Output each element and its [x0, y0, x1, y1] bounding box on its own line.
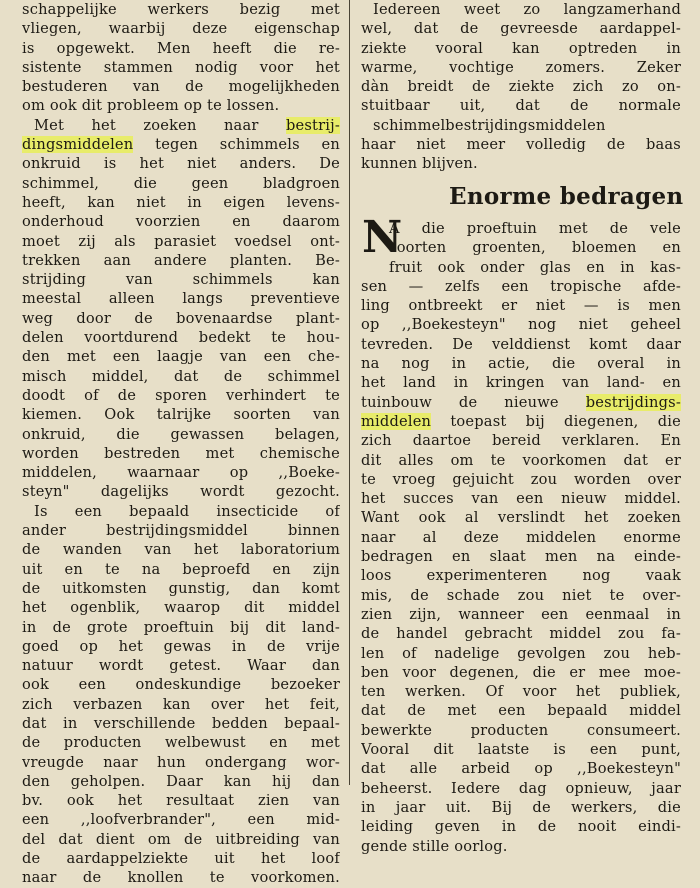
- text-run: op ,,Boekesteyn" nog niet geheel: [361, 316, 681, 334]
- text-run: stuitbaar uit, dat de normale: [361, 97, 681, 115]
- text-run: Want ook al verslindt het zoeken: [361, 509, 681, 527]
- text-run: toepast bij diegenen, die: [431, 412, 681, 430]
- text-run: kunnen blijven.: [361, 155, 478, 173]
- text-run: ling ontbreekt er niet — is men: [361, 297, 681, 315]
- text-run: het land in kringen van land- en: [361, 374, 681, 392]
- text-run: het ogenblik, waarop dit middel: [22, 599, 340, 617]
- text-line: [361, 682, 681, 701]
- text-line: [22, 39, 340, 58]
- text-line: [22, 328, 340, 347]
- text-line: [22, 270, 340, 289]
- text-line: [361, 219, 681, 238]
- text-line: [22, 502, 340, 521]
- text-line: [22, 753, 340, 772]
- text-run: gende stille oorlog.: [361, 837, 508, 855]
- text-run: schimmelbestrijdingsmiddelen: [373, 116, 606, 134]
- text-line: [361, 258, 681, 277]
- highlighted-term: dingsmiddelen: [22, 136, 134, 154]
- text-run: loos experimenteren nog vaak: [361, 567, 681, 585]
- text-line: [361, 39, 681, 58]
- text-run: uit en te na beproefd en zijn: [22, 560, 340, 578]
- text-line: [22, 232, 340, 251]
- text-line: [361, 315, 681, 334]
- text-run: trekken aan andere planten. Be-: [22, 251, 340, 269]
- text-line: [361, 721, 681, 740]
- text-run: moet zij als parasiet voedsel ont-: [22, 232, 340, 250]
- text-run: heeft, kan niet in eigen levens-: [22, 193, 340, 211]
- text-line: [361, 701, 681, 720]
- text-line: [361, 412, 681, 431]
- text-run: dat de met een bepaald middel: [361, 702, 681, 720]
- text-run: den geholpen. Daar kan hij dan: [22, 772, 340, 790]
- text-run: de aardappelziekte uit het loof: [22, 850, 340, 868]
- text-run: na nog in actie, die overal in: [361, 355, 681, 373]
- text-line: [22, 19, 340, 38]
- text-run: ziekte vooral kan optreden in: [361, 39, 681, 57]
- text-line: [22, 405, 340, 424]
- text-run: onkruid, die gewassen belagen,: [22, 425, 340, 443]
- text-run: dit alles om te voorkomen dat er: [361, 451, 681, 469]
- text-line: [361, 116, 681, 135]
- right-column-section-body: [361, 219, 681, 856]
- text-run: natuur wordt getest. Waar dan: [22, 657, 340, 675]
- text-run: ben voor degenen, die er mee moe-: [361, 663, 681, 681]
- text-line: [22, 656, 340, 675]
- text-run: ander bestrijdingsmiddel binnen: [22, 522, 340, 540]
- text-line: [22, 289, 340, 308]
- text-run: te vroeg gejuicht zou worden over: [361, 470, 681, 488]
- text-run: zich verbazen kan over het feit,: [22, 695, 340, 713]
- text-run: leiding geven in de nooit eindi-: [361, 818, 681, 836]
- text-run: Iedereen weet zo langzamerhand: [373, 1, 681, 18]
- highlighted-term: bestrij-: [285, 116, 340, 134]
- left-column: [22, 0, 340, 888]
- text-line: [22, 154, 340, 173]
- text-line: [361, 135, 681, 154]
- text-run: vreugde naar hun ondergang wor-: [22, 753, 340, 771]
- text-line: [361, 77, 681, 96]
- text-line: [361, 19, 681, 38]
- text-line: [361, 798, 681, 817]
- text-run: soorten groenten, bloemen en: [389, 239, 681, 257]
- text-line: [361, 335, 681, 354]
- text-run: dàn breidt de ziekte zich zo on-: [361, 78, 681, 96]
- text-line: [22, 849, 340, 868]
- text-run: dat in verschillende bedden bepaal-: [22, 714, 340, 732]
- text-run: ook een ondeskundige bezoeker: [22, 676, 340, 694]
- text-run: del dat dient om de uitbreiding van: [22, 830, 340, 848]
- text-line: [22, 714, 340, 733]
- text-run: zien zijn, wanneer een eenmaal in: [361, 605, 681, 623]
- text-run: bedragen en slaat men na einde-: [361, 548, 681, 566]
- text-run: bv. ook het resultaat zien van: [22, 792, 340, 810]
- text-line: [22, 733, 340, 752]
- text-run: de handel gebracht middel zou fa-: [361, 625, 681, 643]
- text-run: in jaar uit. Bij de werkers, die: [361, 798, 681, 816]
- text-line: [361, 508, 681, 527]
- text-run: ten werken. Of voor het publiek,: [361, 683, 681, 701]
- text-line: [22, 309, 340, 328]
- text-line: [22, 695, 340, 714]
- text-run: goed op het gewas in de vrije: [22, 637, 340, 655]
- text-run: Met het zoeken naar: [34, 116, 286, 134]
- text-line: [361, 817, 681, 836]
- text-run: meestal alleen langs preventieve: [22, 290, 340, 308]
- text-run: het succes van een nieuw middel.: [361, 490, 681, 508]
- text-line: [22, 77, 340, 96]
- text-line: [361, 624, 681, 643]
- text-line: [361, 451, 681, 470]
- text-run: zich daartoe bereid verklaren. En: [361, 432, 681, 450]
- text-run: Vooral dit laatste is een punt,: [361, 741, 681, 759]
- text-run: beheerst. Iedere dag opnieuw, jaar: [361, 779, 681, 797]
- text-line: [22, 618, 340, 637]
- text-line: [22, 540, 340, 559]
- text-line: [22, 637, 340, 656]
- text-line: [22, 193, 340, 212]
- text-line: [22, 96, 340, 115]
- text-line: [361, 837, 681, 856]
- text-line: [22, 347, 340, 366]
- text-run: steyn" dagelijks wordt gezocht.: [22, 483, 340, 501]
- drop-cap: N: [362, 212, 403, 263]
- text-run: den met een laagje van een che-: [22, 348, 340, 366]
- text-line: [361, 373, 681, 392]
- text-run: naar de knollen te voorkomen.: [22, 869, 340, 887]
- text-run: tegen schimmels en: [133, 136, 340, 154]
- text-run: bestuderen van de mogelijkheden: [22, 78, 340, 96]
- text-run: vliegen, waarbij deze eigenschap: [22, 20, 340, 38]
- text-line: [361, 759, 681, 778]
- right-column-top-paragraph: [361, 0, 681, 174]
- text-run: onderhoud voorzien en daarom: [22, 213, 340, 231]
- text-line: [361, 96, 681, 115]
- text-run: onkruid is het niet anders. De: [22, 155, 340, 173]
- text-run: wel, dat de gevreesde aardappel-: [361, 20, 681, 38]
- text-line: [22, 425, 340, 444]
- text-line: [22, 482, 340, 501]
- text-line: [22, 560, 340, 579]
- text-run: A die proeftuin met de vele: [389, 220, 681, 237]
- text-run: de uitkomsten gunstig, dan komt: [22, 579, 340, 597]
- text-line: [22, 675, 340, 694]
- text-run: om ook dit probleem op te lossen.: [22, 97, 280, 115]
- text-line: [22, 367, 340, 386]
- text-run: sistente stammen nodig voor het: [22, 58, 340, 76]
- text-run: strijding van schimmels kan: [22, 271, 340, 289]
- text-run: fruit ook onder glas en in kas-: [389, 258, 681, 276]
- text-line: [361, 393, 681, 412]
- text-line: [361, 489, 681, 508]
- text-line: [361, 605, 681, 624]
- text-line: [361, 431, 681, 450]
- text-run: warme, vochtige zomers. Zeker: [361, 58, 681, 76]
- text-run: dat alle arbeid op ,,Boekesteyn": [361, 760, 681, 778]
- text-run: bewerkte producten consumeert.: [361, 721, 681, 739]
- text-run: sen — zelfs een tropische afde-: [361, 277, 681, 295]
- text-line: [361, 528, 681, 547]
- text-line: [22, 444, 340, 463]
- text-line: [22, 598, 340, 617]
- text-line: [22, 579, 340, 598]
- text-run: doodt of de sporen verhindert te: [22, 386, 340, 404]
- text-line: [22, 386, 340, 405]
- text-line: [22, 772, 340, 791]
- text-line: [22, 251, 340, 270]
- text-run: len of nadelige gevolgen zou heb-: [361, 644, 681, 662]
- text-line: [361, 154, 681, 173]
- text-line: [22, 830, 340, 849]
- column-rule: [349, 0, 350, 785]
- highlighted-term: middelen: [361, 412, 432, 430]
- text-line: [361, 470, 681, 489]
- text-line: [22, 212, 340, 231]
- text-line: [22, 791, 340, 810]
- text-run: de wanden van het laboratorium: [22, 541, 340, 559]
- text-run: in de grote proeftuin bij dit land-: [22, 618, 340, 636]
- text-run: tuinbouw de nieuwe: [361, 393, 586, 411]
- text-line: [361, 277, 681, 296]
- text-line: [361, 740, 681, 759]
- text-line: [22, 174, 340, 193]
- text-line: [361, 566, 681, 585]
- text-line: [22, 463, 340, 482]
- text-line: [361, 779, 681, 798]
- text-run: Is een bepaald insecticide of: [34, 502, 340, 520]
- text-run: schimmel, die geen bladgroen: [22, 174, 340, 192]
- text-run: tevreden. De velddienst komt daar: [361, 335, 681, 353]
- text-run: schappelijke werkers bezig met: [22, 1, 340, 18]
- text-run: de producten welbewust en met: [22, 734, 340, 752]
- text-line: [361, 547, 681, 566]
- text-run: worden bestreden met chemische: [22, 444, 340, 462]
- text-run: middelen, waarnaar op ,,Boeke-: [22, 464, 340, 482]
- text-run: weg door de bovenaardse plant-: [22, 309, 340, 327]
- text-line: [22, 521, 340, 540]
- text-run: mis, de schade zou niet te over-: [361, 586, 681, 604]
- text-line: [361, 296, 681, 315]
- text-run: misch middel, dat de schimmel: [22, 367, 340, 385]
- highlighted-term: bestrijdings-: [585, 393, 681, 411]
- text-run: kiemen. Ook talrijke soorten van: [22, 406, 340, 424]
- text-line: [361, 58, 681, 77]
- text-line: [22, 116, 340, 135]
- text-line: [22, 58, 340, 77]
- text-run: haar niet meer volledig de baas: [361, 136, 681, 154]
- text-run: is opgewekt. Men heeft die re-: [22, 39, 340, 57]
- text-run: een ,,loofverbrander", een mid-: [22, 811, 340, 829]
- text-line: [361, 644, 681, 663]
- text-line: [361, 354, 681, 373]
- text-run: naar al deze middelen enorme: [361, 528, 681, 546]
- text-line: [361, 586, 681, 605]
- text-line: [22, 135, 340, 154]
- text-line: [361, 0, 681, 19]
- text-line: [22, 868, 340, 887]
- text-line: [361, 238, 681, 257]
- text-run: delen voortdurend bedekt te hou-: [22, 329, 340, 347]
- text-line: [361, 663, 681, 682]
- text-line: [22, 0, 340, 19]
- text-line: [22, 810, 340, 829]
- section-heading: Enorme bedragen: [449, 183, 684, 210]
